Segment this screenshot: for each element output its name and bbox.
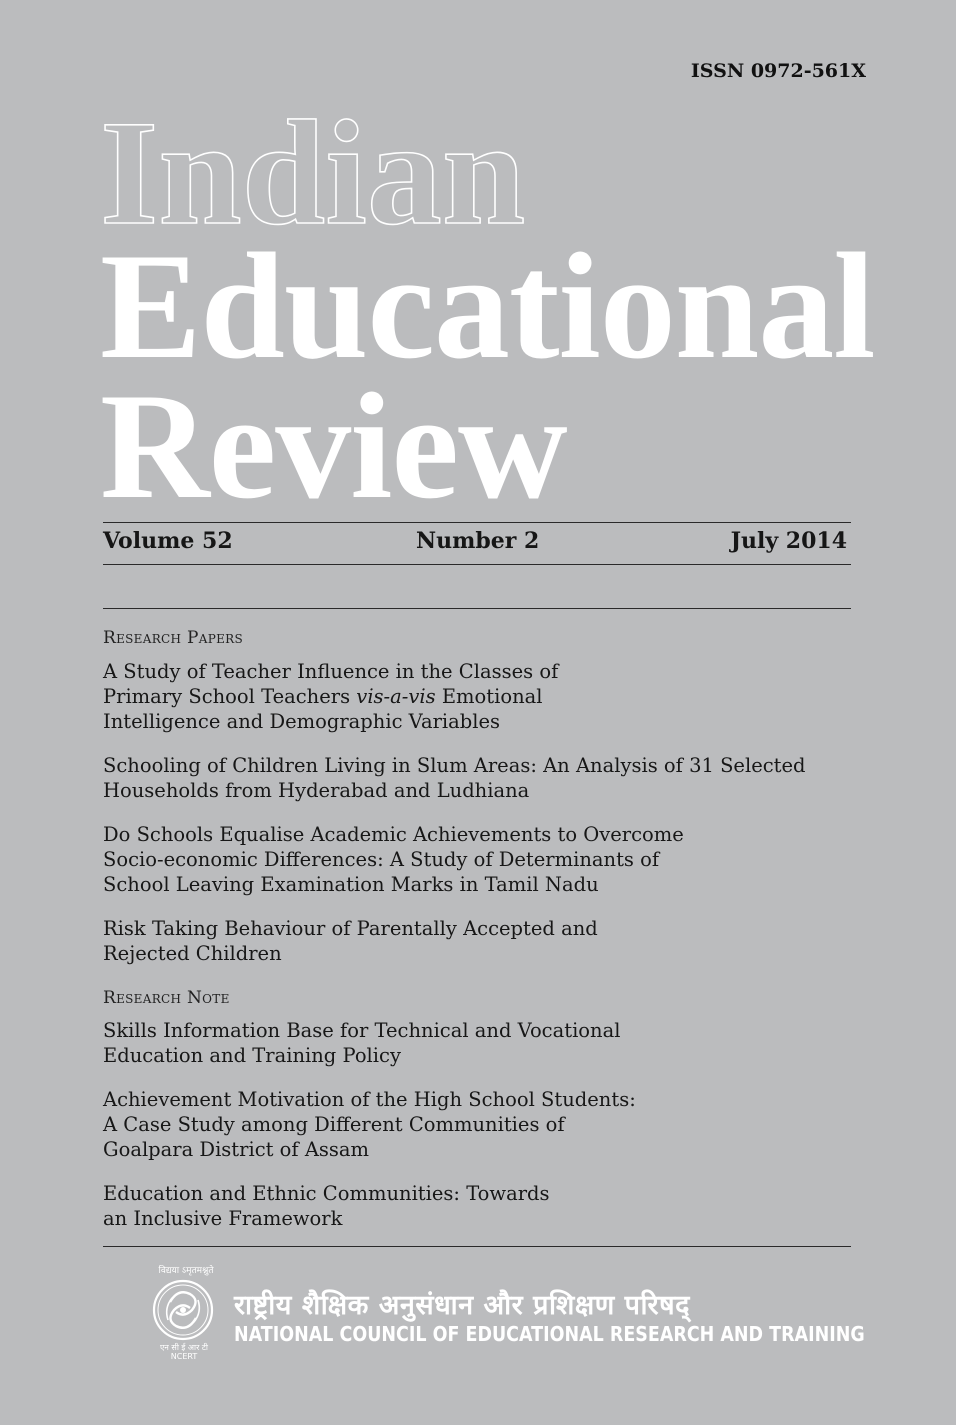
article-slum-schooling	[103, 753, 843, 803]
journal-title-educational: Educational	[100, 222, 875, 390]
article-line: Skills Information Base for Technical and Vocational	[103, 1019, 621, 1042]
number-label: Number 2	[416, 528, 540, 554]
article-line: Schooling of Children Living in Slum Areas: An Analysis of 31 Selected	[103, 754, 806, 777]
journal-title-review: Review	[100, 362, 567, 530]
article-skills-information	[103, 1018, 843, 1068]
article-line: Households from Hyderabad and Ludhiana	[103, 779, 530, 802]
journal-title-indian: Indian	[100, 90, 526, 256]
volume-label: Volume 52	[103, 528, 233, 554]
article-line: Socio-economic Differences: A Study of Determinants of	[103, 848, 660, 871]
logo-caption-hindi: एन सी ई आर टी	[160, 1343, 208, 1352]
article-line: A Case Study among Different Communities of	[103, 1113, 565, 1136]
logo-motto: विद्यया ऽमृतमश्नुते	[158, 1266, 214, 1276]
article-line: Do Schools Equalise Academic Achievements to Overcome	[103, 823, 684, 846]
issn-number: ISSN 0972-561X	[690, 60, 866, 82]
article-line: School Leaving Examination Marks in Tamil Nadu	[103, 873, 599, 896]
article-line	[103, 684, 843, 709]
rule-issue-bottom	[103, 564, 851, 565]
section-heading-research-note: Research Note	[103, 988, 230, 1008]
article-italic-text: vis-a-vis	[356, 685, 436, 708]
section-heading-research-papers: Research Papers	[103, 628, 243, 648]
rule-contents-bottom	[103, 1246, 851, 1247]
article-line: Risk Taking Behaviour of Parentally Accepted and	[103, 917, 598, 940]
ncert-logo-icon	[148, 1262, 224, 1361]
rule-issue-top	[103, 522, 851, 523]
article-text: Primary School Teachers	[103, 685, 357, 708]
article-text: Emotional	[435, 685, 543, 708]
article-academic-achievements	[103, 822, 843, 897]
issue-date: July 2014	[730, 528, 847, 554]
article-achievement-motivation	[103, 1087, 843, 1162]
article-line: Goalpara District of Assam	[103, 1138, 370, 1161]
article-line: Education and Ethnic Communities: Towards	[103, 1182, 550, 1205]
article-teacher-influence	[103, 659, 843, 734]
issue-info-bar	[103, 528, 847, 558]
rule-contents-top	[103, 608, 851, 609]
article-line: Education and Training Policy	[103, 1044, 401, 1067]
article-risk-taking	[103, 916, 843, 966]
logo-caption: NCERT	[170, 1352, 198, 1361]
article-line: Rejected Children	[103, 942, 282, 965]
publisher-name-english: NATIONAL COUNCIL OF EDUCATIONAL RESEARCH AND TRAINING	[234, 1322, 865, 1346]
article-line: Intelligence and Demographic Variables	[103, 710, 501, 733]
publisher-name-hindi: राष्ट्रीय शैक्षिक अनुसंधान और प्रशिक्षण परिषद्	[234, 1290, 690, 1321]
article-line: A Study of Teacher Influence in the Classes of	[103, 660, 559, 683]
article-line: Achievement Motivation of the High School Students:	[103, 1088, 636, 1111]
article-ethnic-communities	[103, 1181, 843, 1231]
article-line: an Inclusive Framework	[103, 1207, 343, 1230]
